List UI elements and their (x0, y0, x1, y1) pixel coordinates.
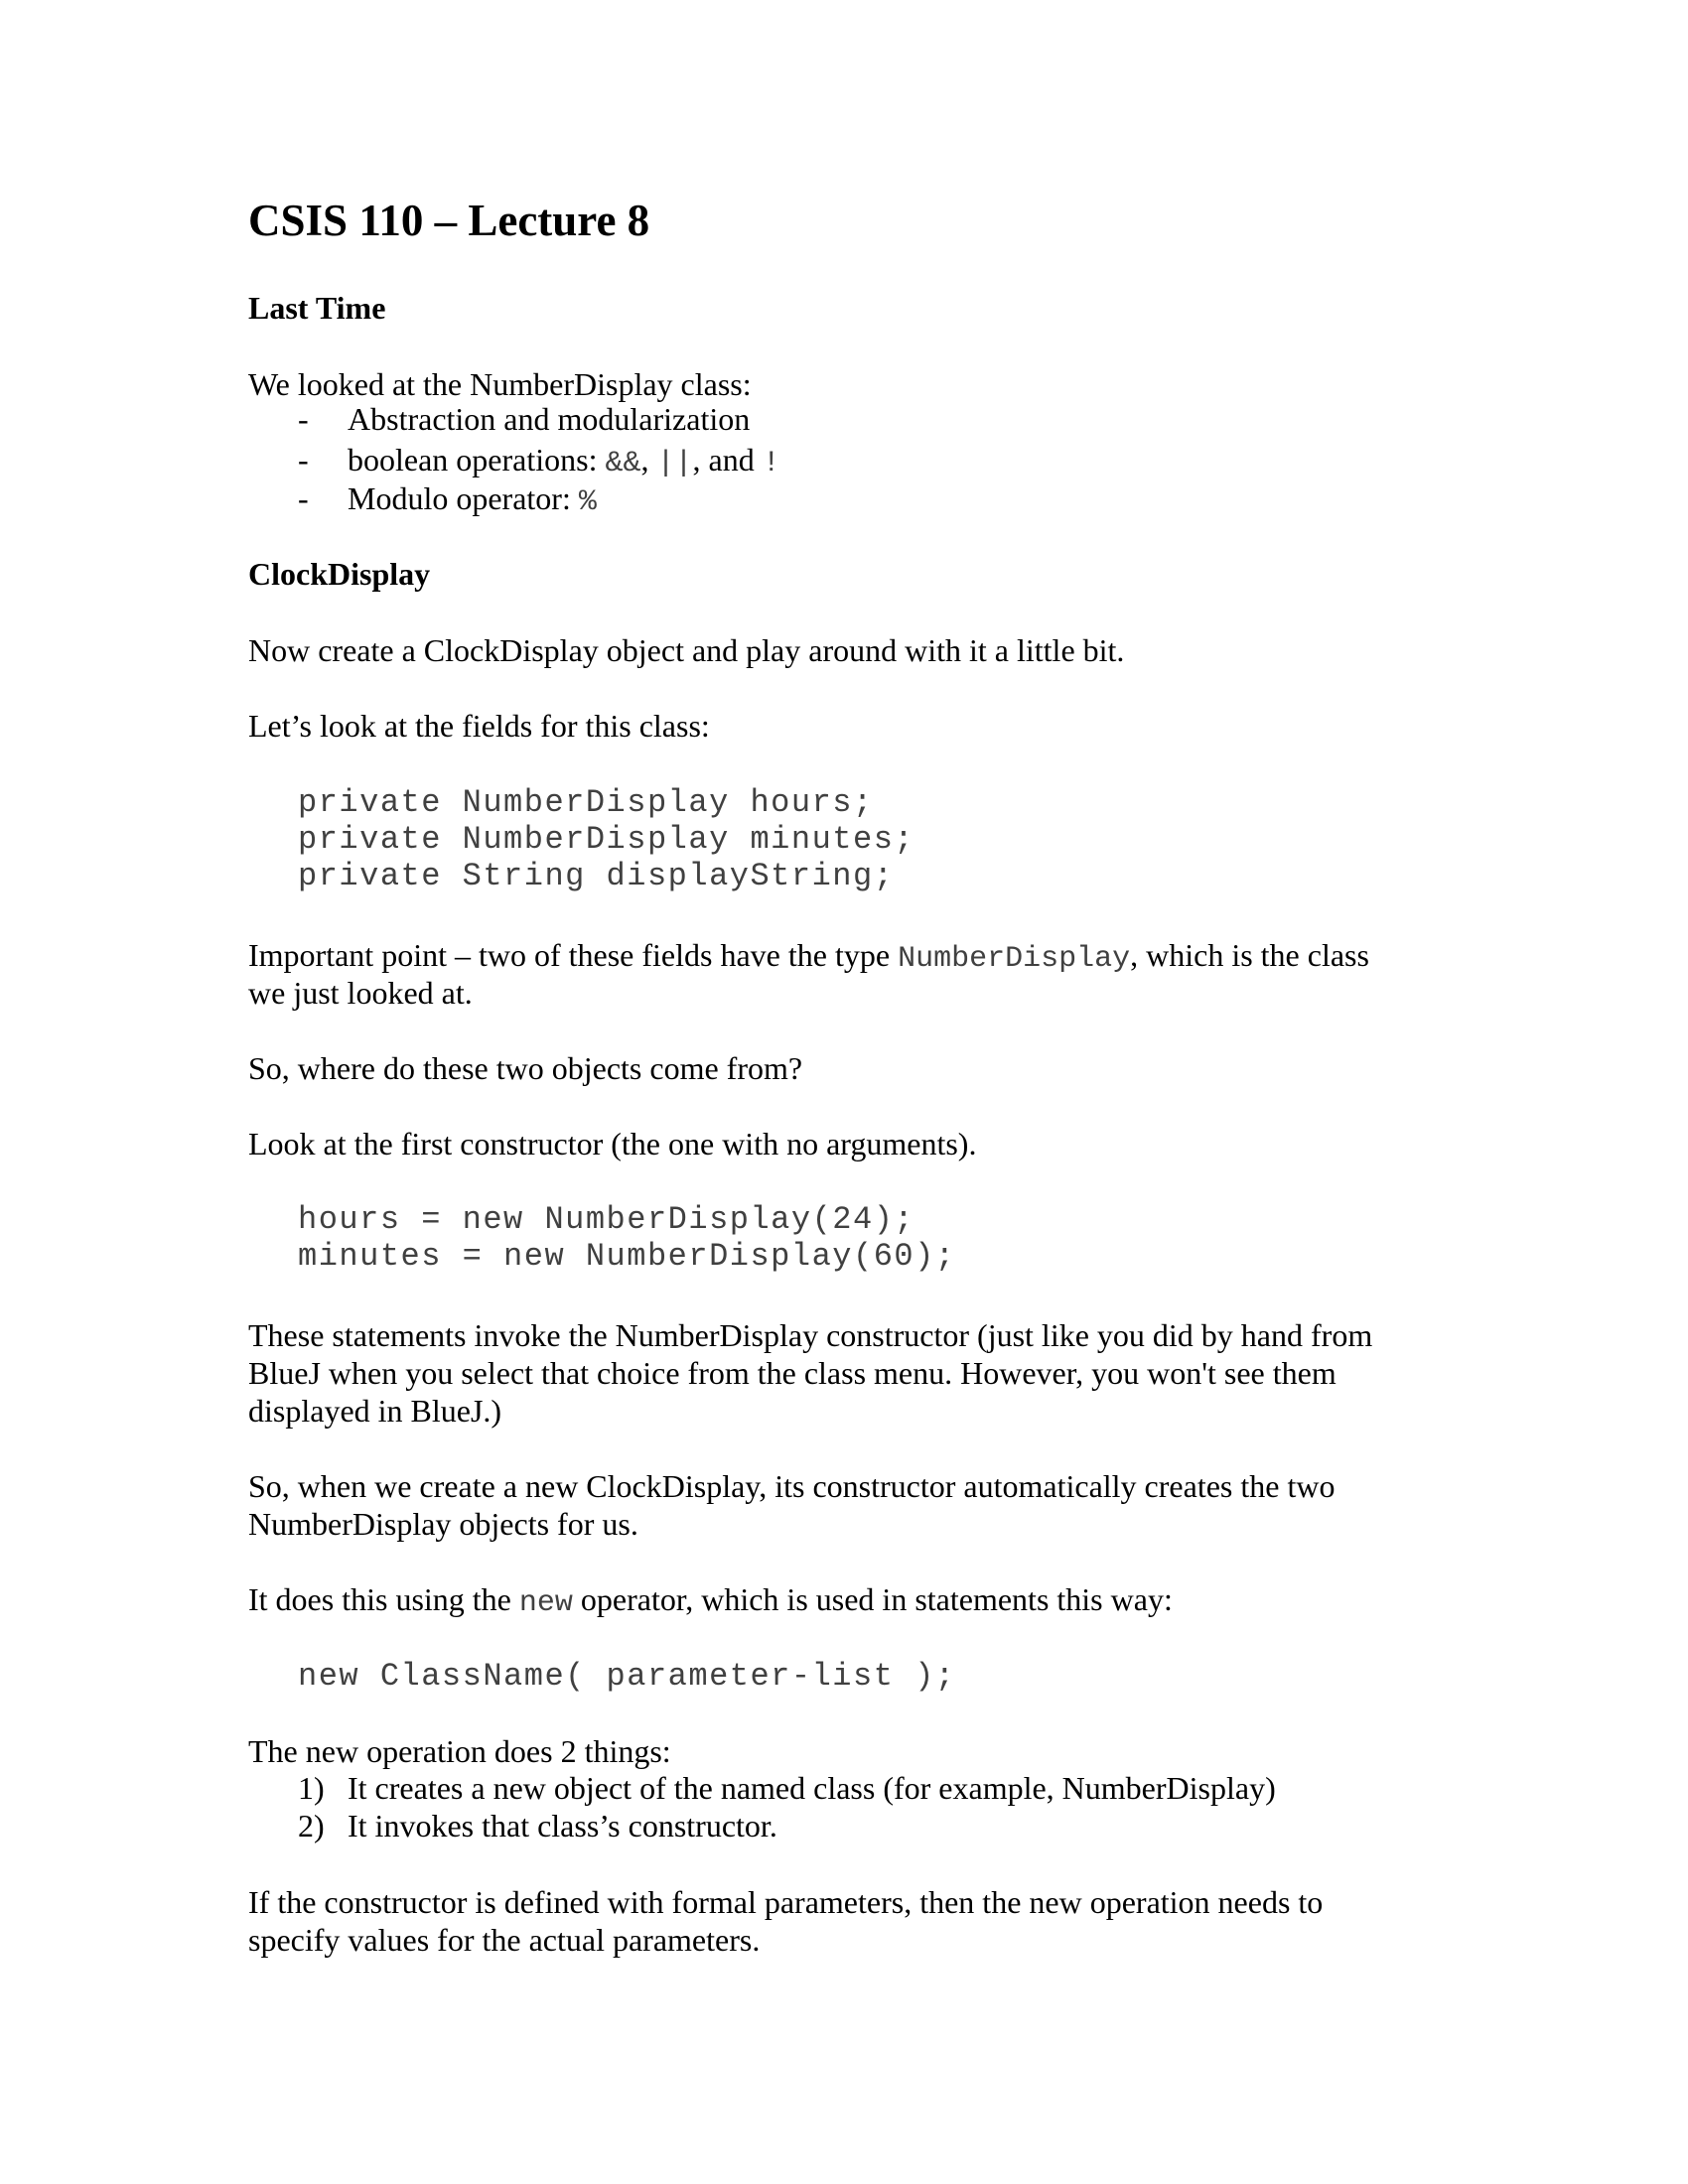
inline-code: NumberDisplay (898, 942, 1131, 976)
code-line: private String displayString; (298, 858, 895, 894)
paragraph: Let’s look at the fields for this class: (248, 708, 710, 744)
inline-code: ! (762, 447, 780, 480)
paragraph: Now create a ClockDisplay object and play around with it a little bit. (248, 632, 1125, 668)
paragraph-line: specify values for the actual parameters. (248, 1922, 761, 1958)
number-marker: 2) (298, 1808, 325, 1843)
inline-code: && (605, 447, 641, 480)
paragraph-line: So, when we create a new ClockDisplay, its constructor automatically creates the two (248, 1468, 1336, 1504)
paragraph-line: displayed in BlueJ.) (248, 1393, 502, 1429)
bullet-item (248, 480, 597, 519)
bullet-text: Modulo operator: (348, 480, 579, 516)
last-time-intro: We looked at the NumberDisplay class: (248, 366, 752, 402)
number-marker: 1) (298, 1770, 325, 1806)
inline-code: || (656, 447, 693, 480)
bullet-marker: - (298, 401, 309, 437)
paragraph-line: These statements invoke the NumberDisplay constructor (just like you did by hand from (248, 1317, 1373, 1353)
paragraph: The new operation does 2 things: (248, 1733, 671, 1769)
numbered-text: It creates a new object of the named class (for example, NumberDisplay) (348, 1770, 1276, 1806)
numbered-item (248, 1808, 777, 1844)
numbered-item (248, 1770, 1276, 1807)
paragraph (248, 936, 1440, 978)
paragraph-line: we just looked at. (248, 975, 473, 1011)
paragraph-line: BlueJ when you select that choice from the class menu. However, you won't see them (248, 1355, 1336, 1391)
code-line: private NumberDisplay minutes; (298, 821, 915, 858)
bullet-item (248, 401, 750, 438)
bullet-text: Abstraction and modularization (348, 401, 751, 437)
paragraph-text: It does this using the (248, 1581, 519, 1617)
bullet-item (248, 442, 780, 480)
paragraph (248, 1580, 1440, 1622)
bullet-text: , (640, 442, 657, 478)
paragraph-text: Important point – two of these fields have the type (248, 937, 899, 973)
code-line: hours = new NumberDisplay(24); (298, 1201, 915, 1238)
inline-code: % (578, 485, 597, 519)
bullet-marker: - (298, 480, 309, 516)
paragraph: Look at the first constructor (the one with no arguments). (248, 1126, 977, 1161)
paragraph-line: NumberDisplay objects for us. (248, 1506, 638, 1542)
code-line: private NumberDisplay hours; (298, 784, 874, 821)
section-heading-clockdisplay: ClockDisplay (248, 556, 431, 592)
paragraph-line: If the constructor is defined with formal parameters, then the new operation needs to (248, 1884, 1324, 1920)
inline-code: new (518, 1586, 573, 1620)
code-line: minutes = new NumberDisplay(60); (298, 1238, 956, 1275)
bullet-text: , and (692, 442, 763, 478)
code-line: new ClassName( parameter-list ); (298, 1658, 956, 1695)
paragraph: So, where do these two objects come from? (248, 1050, 803, 1086)
numbered-text: It invokes that class’s constructor. (348, 1808, 777, 1843)
page-title: CSIS 110 – Lecture 8 (248, 196, 650, 245)
paragraph-text: operator, which is used in statements this way: (572, 1581, 1173, 1617)
bullet-marker: - (298, 442, 309, 478)
bullet-text: boolean operations: (348, 442, 606, 478)
section-heading-last-time: Last Time (248, 290, 386, 326)
paragraph-text: , which is the class (1130, 937, 1369, 973)
